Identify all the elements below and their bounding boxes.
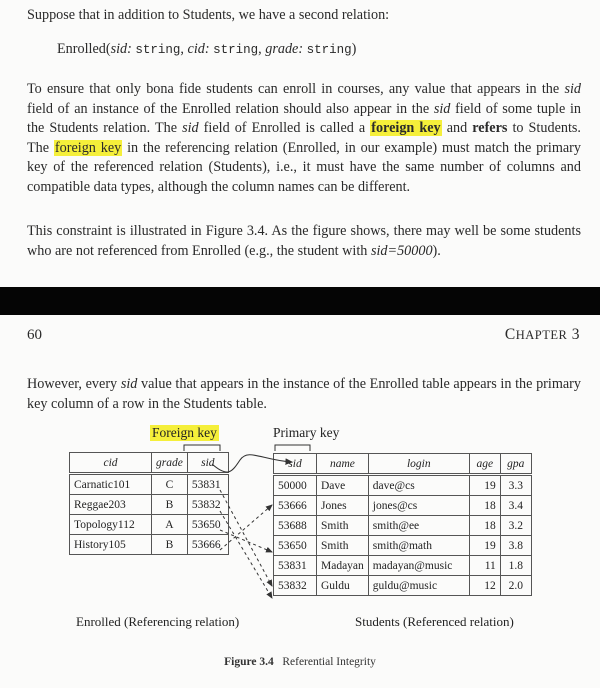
table-header-row xyxy=(70,453,229,474)
enrolled-caption: Enrolled (Referencing relation) xyxy=(76,614,240,629)
students-caption: Students (Referenced relation) xyxy=(355,614,514,629)
intro-text: Suppose that in addition to Students, we have a second relation: xyxy=(27,7,390,23)
table-row: Carnatic101 C 53831 xyxy=(70,474,229,495)
page-number: 60 xyxy=(27,327,42,343)
schema-relation-name: Enrolled( xyxy=(57,41,111,57)
table-header-row xyxy=(274,454,532,475)
chapter-heading: CHAPTER 3 xyxy=(504,326,580,343)
foreign-key-bracket xyxy=(184,445,220,451)
table-row: 53688 Smith smith@ee 18 3.2 xyxy=(274,516,532,536)
primary-key-label: Primary key xyxy=(273,425,340,440)
column-header: login xyxy=(368,454,469,475)
students-table xyxy=(273,453,532,596)
table-row: History105 B 53666 xyxy=(70,535,229,555)
enrolled-schema: Enrolled(sid: string, cid: string, grade: string) xyxy=(57,41,357,57)
foreign-key-label: Foreign key xyxy=(152,425,217,440)
schema-field-cid: cid: xyxy=(187,41,210,57)
highlighted-foreign-key-term: foreign key xyxy=(371,120,441,137)
figure-caption: Figure 3.4 Referential Integrity xyxy=(224,656,376,668)
column-header: sid xyxy=(187,453,228,474)
enrolled-table xyxy=(69,452,229,555)
however-paragraph: However, every sid value that appears in the instance of the Enrolled table appears in the primary key column of a row in the Students table. xyxy=(27,376,581,412)
table-row: Topology112 A 53650 xyxy=(70,515,229,535)
table-row: 53666 Jones jones@cs 18 3.4 xyxy=(274,496,532,516)
table-row: 53832 Guldu guldu@music 12 2.0 xyxy=(274,576,532,596)
primary-key-bracket xyxy=(275,445,310,451)
constraint-paragraph: This constraint is illustrated in Figure 3.4. As the figure shows, there may well be some students who are not referenced from Enrolled (e.g., the student with sid=50000). xyxy=(27,223,581,259)
column-header: gpa xyxy=(500,454,531,475)
schema-field-grade: grade: xyxy=(265,41,304,57)
column-header: sid xyxy=(274,454,317,475)
schema-field-sid: sid: xyxy=(110,41,132,57)
table-row: Reggae203 B 53832 xyxy=(70,495,229,515)
table-row: 53650 Smith smith@math 19 3.8 xyxy=(274,536,532,556)
column-header: grade xyxy=(152,453,188,474)
column-header: age xyxy=(469,454,500,475)
column-header: cid xyxy=(70,453,152,474)
schema-type: string xyxy=(135,43,181,57)
table-row: 50000 Dave dave@cs 19 3.3 xyxy=(274,475,532,496)
column-header: name xyxy=(317,454,369,475)
refers-term: refers xyxy=(472,120,508,137)
schema-type: string xyxy=(213,43,259,57)
highlighted-foreign-key: foreign key xyxy=(54,139,122,156)
foreign-key-paragraph: To ensure that only bona fide students can enroll in courses, any value that appears in the sid field of an instance of the Enrolled relation should also appear in the sid field of some tuple in the Students relation. The sid field of Enrolled is called a foreign key and refers to Students. The foreign key in the referencing relation (Enrolled, in our example) must match the primary key of the referenced relation (Students), i.e., it must have the same number of columns and compatible data types, although the column names can be different. xyxy=(27,81,581,195)
schema-type: string xyxy=(306,43,352,57)
table-row: 53831 Madayan madayan@music 11 1.8 xyxy=(274,556,532,576)
page-divider-bar xyxy=(0,287,600,315)
